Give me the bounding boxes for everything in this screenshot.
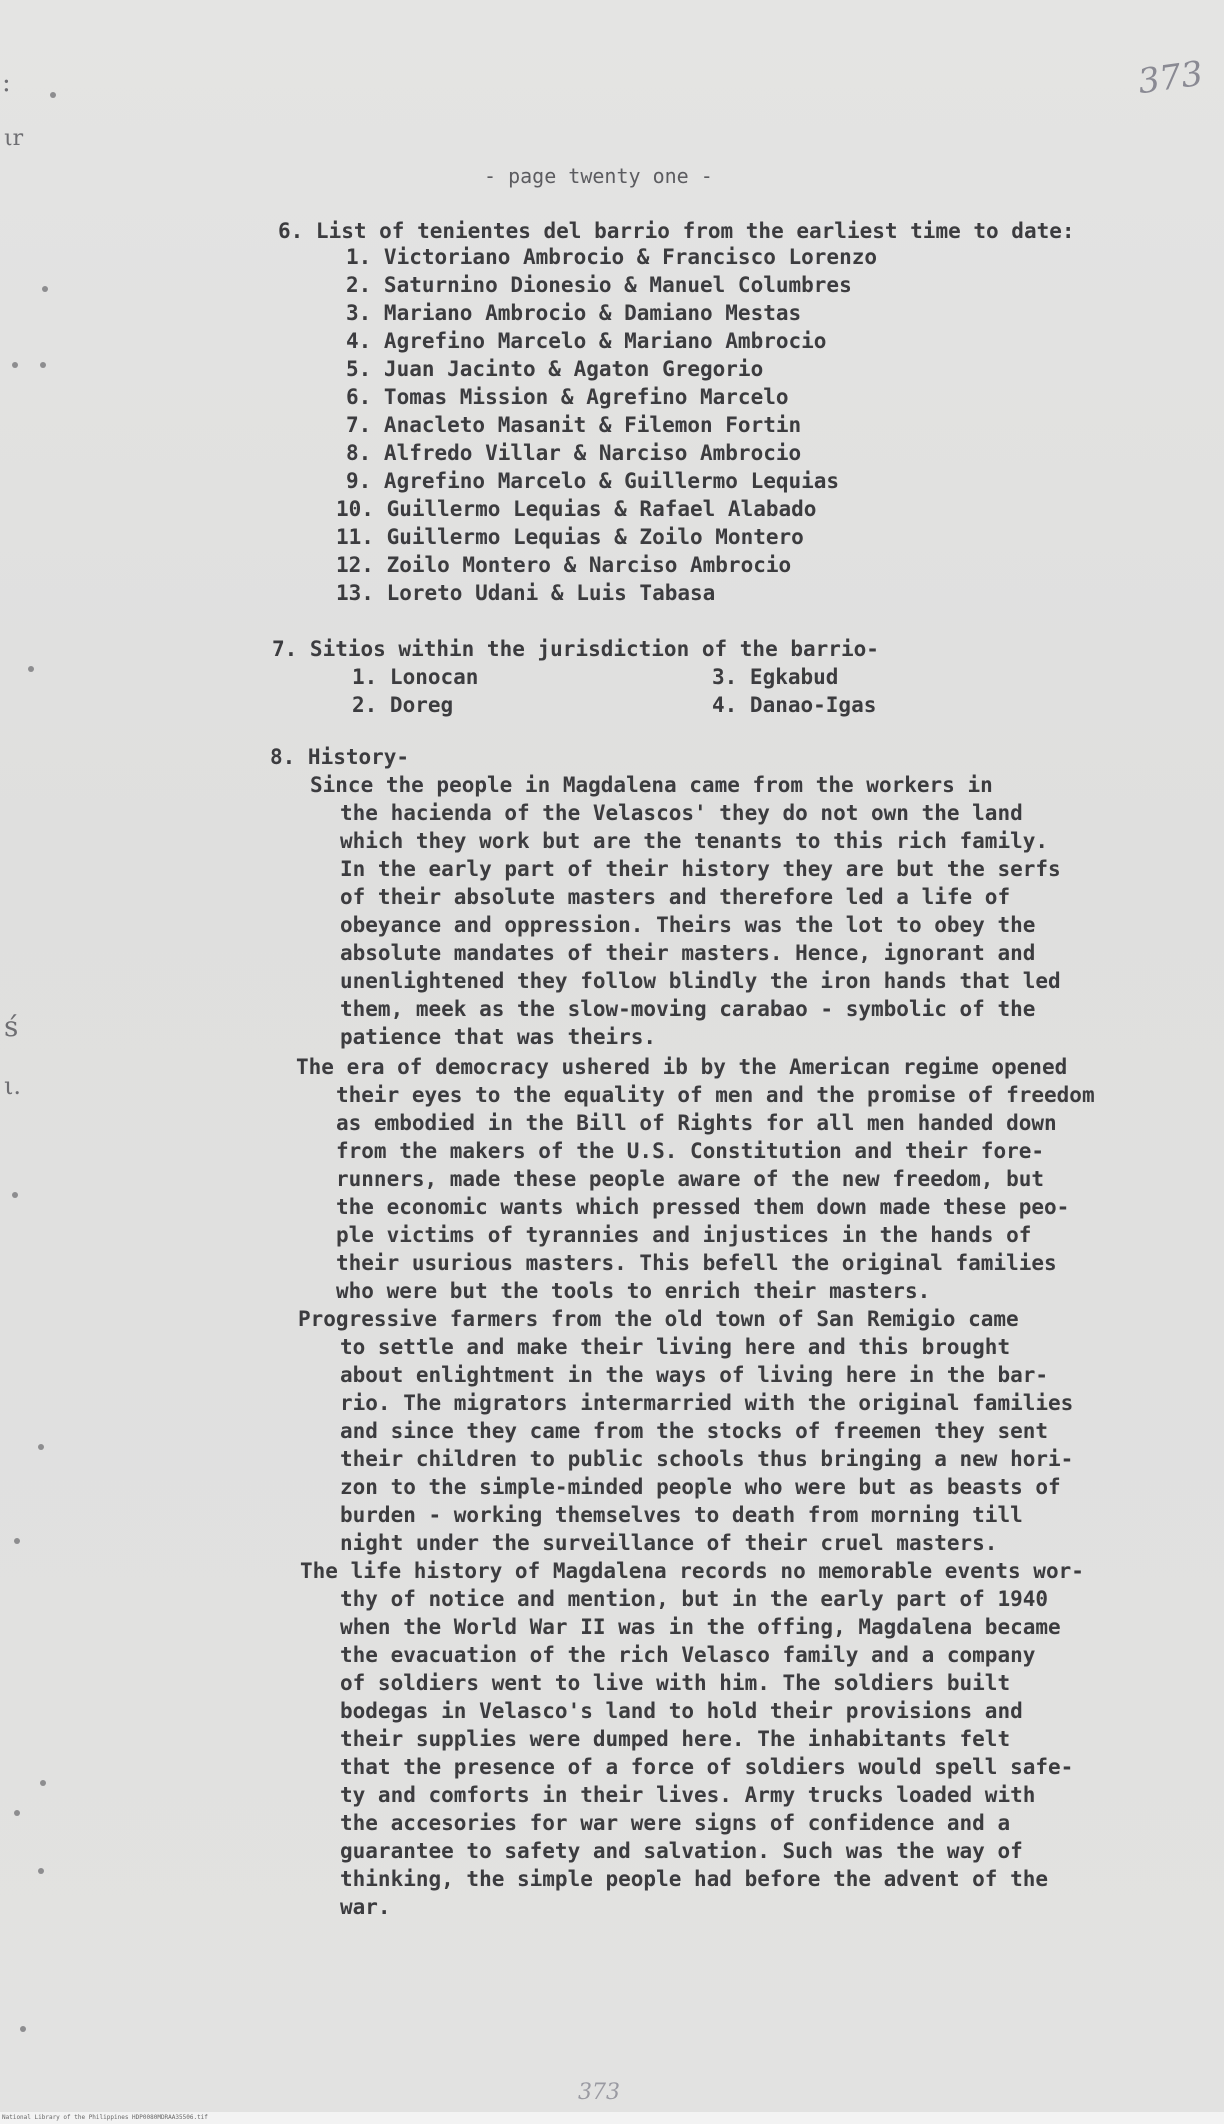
page-number-top: 373 [1135, 53, 1206, 103]
list-item: 4. Agrefino Marcelo & Mariano Ambrocio [346, 329, 827, 353]
punch-hole [20, 2026, 26, 2032]
history-line: bodegas in Velasco's land to hold their provisions and [340, 1699, 1023, 1723]
history-line: to settle and make their living here and this brought [340, 1335, 1011, 1359]
page-header: - page twenty one - [484, 164, 713, 188]
history-line: guarantee to safety and salvation. Such was the way of [340, 1839, 1023, 1863]
margin-mark: ι. [4, 1072, 22, 1100]
history-line: the economic wants which pressed them down made these peo- [336, 1195, 1070, 1219]
punch-hole [38, 1868, 44, 1874]
history-line: thy of notice and mention, but in the early part of 1940 [340, 1587, 1049, 1611]
punch-hole [28, 666, 34, 672]
punch-hole [40, 1780, 46, 1786]
history-line: burden - working themselves to death from morning till [340, 1503, 1023, 1527]
history-line: from the makers of the U.S. Constitution and their fore- [336, 1139, 1045, 1163]
history-line: the hacienda of the Velascos' they do not own the land [340, 801, 1023, 825]
history-line: them, meek as the slow-moving carabao - symbolic of the [340, 997, 1036, 1021]
list-item: 12. Zoilo Montero & Narciso Ambrocio [336, 553, 792, 577]
punch-hole [14, 1810, 20, 1816]
punch-hole [12, 1192, 18, 1198]
history-line: ple victims of tyrannies and injustices in the hands of [336, 1223, 1032, 1247]
history-line: that the presence of a force of soldiers would spell safe- [340, 1755, 1074, 1779]
history-line: obeyance and oppression. Theirs was the lot to obey the [340, 913, 1036, 937]
history-line: the evacuation of the rich Velasco family and a company [340, 1643, 1036, 1667]
history-line: of their absolute masters and therefore led a life of [340, 885, 1011, 909]
section-7-heading: 7. Sitios within the jurisdiction of the barrio- [272, 637, 879, 661]
history-line: The era of democracy ushered ib by the American regime opened [296, 1055, 1068, 1079]
history-line: Since the people in Magdalena came from the workers in [310, 773, 993, 797]
punch-hole [42, 286, 48, 292]
history-line: and since they came from the stocks of freemen they sent [340, 1419, 1049, 1443]
list-item: 1. Victoriano Ambrocio & Francisco Lorenzo [346, 245, 878, 269]
list-item: 11. Guillermo Lequias & Zoilo Montero [336, 525, 804, 549]
history-line: their eyes to the equality of men and the promise of freedom [336, 1083, 1095, 1107]
list-item: 2. Saturnino Dionesio & Manuel Columbres [346, 273, 852, 297]
history-line: about enlightment in the ways of living here in the bar- [340, 1363, 1049, 1387]
history-line: their supplies were dumped here. The inhabitants felt [340, 1727, 1011, 1751]
list-item: 5. Juan Jacinto & Agaton Gregorio [346, 357, 764, 381]
history-line: In the early part of their history they are but the serfs [340, 857, 1061, 881]
margin-mark: ś [4, 1010, 19, 1043]
punch-hole [14, 1538, 20, 1544]
history-line: absolute mandates of their masters. Hence, ignorant and [340, 941, 1036, 965]
margin-mark: ιr [4, 126, 24, 151]
history-line: their children to public schools thus bringing a new hori- [340, 1447, 1074, 1471]
history-line: rio. The migrators intermarried with the original families [340, 1391, 1074, 1415]
sitio-item: 1. Lonocan [352, 665, 479, 689]
history-line: when the World War II was in the offing, Magdalena became [340, 1615, 1061, 1639]
list-item: 10. Guillermo Lequias & Rafael Alabado [336, 497, 817, 521]
sitio-item: 4. Danao-Igas [712, 693, 877, 717]
history-line: of soldiers went to live with him. The soldiers built [340, 1671, 1011, 1695]
history-line: which they work but are the tenants to this rich family. [340, 829, 1049, 853]
history-line: runners, made these people aware of the new freedom, but [336, 1167, 1045, 1191]
sitio-item: 2. Doreg [352, 693, 454, 717]
history-line: The life history of Magdalena records no memorable events wor- [300, 1559, 1084, 1583]
page-number-bottom: 373 [578, 2080, 620, 2105]
list-item: 7. Anacleto Masanit & Filemon Fortin [346, 413, 802, 437]
list-item: 3. Mariano Ambrocio & Damiano Mestas [346, 301, 802, 325]
list-item: 13. Loreto Udani & Luis Tabasa [336, 581, 716, 605]
history-line: unenlightened they follow blindly the iron hands that led [340, 969, 1061, 993]
punch-hole [40, 362, 46, 368]
margin-mark: : [2, 68, 11, 98]
history-line: their usurious masters. This befell the original families [336, 1251, 1057, 1275]
history-line: ty and comforts in their lives. Army trucks loaded with [340, 1783, 1036, 1807]
list-item: 8. Alfredo Villar & Narciso Ambrocio [346, 441, 802, 465]
history-line: night under the surveillance of their cruel masters. [340, 1531, 998, 1555]
history-line: thinking, the simple people had before the advent of the [340, 1867, 1049, 1891]
history-line: patience that was theirs. [340, 1025, 657, 1049]
history-line: the accesories for war were signs of confidence and a [340, 1811, 1011, 1835]
sitio-item: 3. Egkabud [712, 665, 839, 689]
history-line: Progressive farmers from the old town of San Remigio came [298, 1307, 1019, 1331]
history-line: as embodied in the Bill of Rights for all men handed down [336, 1111, 1057, 1135]
punch-hole [12, 362, 18, 368]
punch-hole [50, 92, 56, 98]
history-line: who were but the tools to enrich their masters. [336, 1279, 931, 1303]
section-6-heading: 6. List of tenientes del barrio from the earliest time to date: [278, 219, 1075, 243]
list-item: 6. Tomas Mission & Agrefino Marcelo [346, 385, 789, 409]
punch-hole [38, 1444, 44, 1450]
section-8-heading: 8. History- [270, 745, 410, 769]
list-item: 9. Agrefino Marcelo & Guillermo Lequias [346, 469, 840, 493]
history-line: zon to the simple-minded people who were but as beasts of [340, 1475, 1061, 1499]
history-line: war. [340, 1895, 391, 1919]
scan-footer: National Library of the Philippines HDP0080MDRAA35506.tif [0, 2112, 1224, 2124]
